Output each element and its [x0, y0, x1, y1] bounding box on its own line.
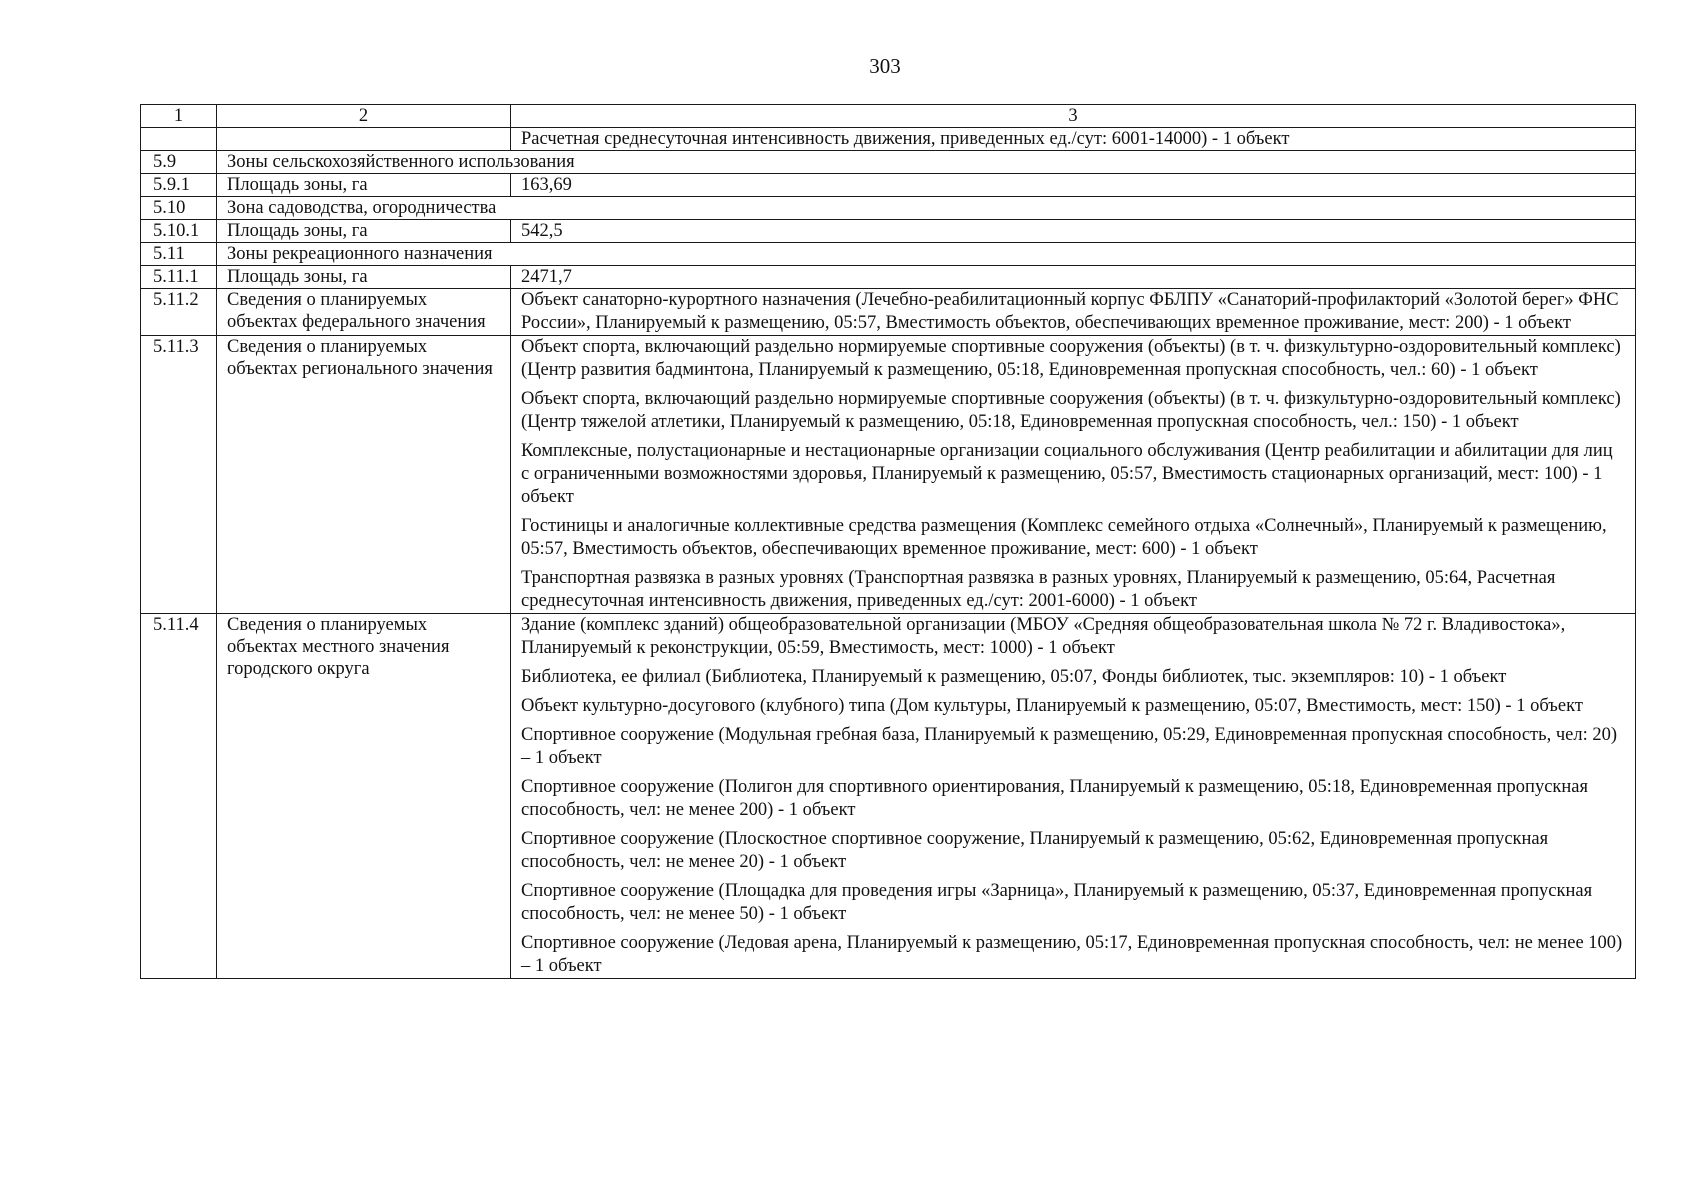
row-number: 5.11.3	[141, 336, 217, 614]
row-heading: Зоны сельскохозяйственного использования	[217, 151, 1636, 174]
object-entry: Транспортная развязка в разных уровнях (Транспортная развязка в разных уровнях, Планируемый к размещению, 05:64, Расчетная среднесуточная интенсивность движения, приведенных ед./сут: 2001-6000) - 1 объект	[521, 568, 1556, 611]
object-entry: Объект спорта, включающий раздельно нормируемые спортивные сооружения (объекты) (в т. ч. физкультурно-оздоровительный комплекс) (Центр тяжелой атлетики, Планируемый к размещению, 05:18, Единовременная пропускная способность, чел.: 150) - 1 объект	[521, 389, 1621, 432]
row-heading: Зоны рекреационного назначения	[217, 243, 1636, 266]
object-entry: Спортивное сооружение (Ледовая арена, Планируемый к размещению, 05:17, Единовременная пропускная способность, чел: не менее 100) – 1 объект	[521, 933, 1623, 976]
section-row-local	[141, 614, 1636, 979]
table-row	[141, 220, 1636, 243]
row-label: Площадь зоны, га	[217, 174, 511, 197]
header-col-3: 3	[511, 105, 1636, 128]
section-row-federal	[141, 289, 1636, 336]
object-entry: Спортивное сооружение (Плоскостное спортивное сооружение, Планируемый к размещению, 05:62, Единовременная пропускная способность, чел: не менее 20) - 1 объект	[521, 829, 1549, 872]
object-entry: Библиотека, ее филиал (Библиотека, Планируемый к размещению, 05:07, Фонды библиотек, тыс. экземпляров: 10) - 1 объект	[521, 667, 1507, 687]
continuation-text: Расчетная среднесуточная интенсивность движения, приведенных ед./сут: 6001-14000) - 1 объект	[511, 128, 1636, 151]
object-entry: Здание (комплекс зданий) общеобразовательной организации (МБОУ «Средняя общеобразовательная школа № 72 г. Владивостока», Планируемый к реконструкции, 05:59, Вместимость, мест: 1000) - 1 объект	[521, 615, 1566, 658]
table-row	[141, 197, 1636, 220]
row-heading: Зона садоводства, огородничества	[217, 197, 1636, 220]
object-entry: Спортивное сооружение (Площадка для проведения игры «Зарница», Планируемый к размещению, 05:37, Единовременная пропускная способность, чел: не менее 50) - 1 объект	[521, 881, 1593, 924]
row-value: 163,69	[511, 174, 1636, 197]
row-number: 5.11.4	[141, 614, 217, 979]
header-col-1: 1	[141, 105, 217, 128]
table-row	[141, 266, 1636, 289]
object-entry: Объект санаторно-курортного назначения (Лечебно-реабилитационный корпус ФБЛПУ «Санаторий-профилакторий «Золотой берег» ФНС России», Планируемый к размещению, 05:57, Вместимость объектов, обеспечивающих временное проживание, мест: 200) - 1 объект	[521, 290, 1619, 333]
planning-table	[140, 104, 1636, 979]
table-row	[141, 243, 1636, 266]
table-row	[141, 151, 1636, 174]
section-items	[511, 614, 1636, 979]
row-label: Площадь зоны, га	[217, 220, 511, 243]
continuation-row	[141, 128, 1636, 151]
object-entry: Гостиницы и аналогичные коллективные средства размещения (Комплекс семейного отдыха «Солнечный», Планируемый к размещению, 05:57, Вместимость объектов, обеспечивающих временное проживание, мест: 600) - 1 объект	[521, 516, 1607, 559]
row-number: 5.11.1	[141, 266, 217, 289]
row-label: Сведения о планируемых объектах регионального значения	[217, 336, 511, 614]
row-value: 2471,7	[511, 266, 1636, 289]
table-header-row	[141, 105, 1636, 128]
row-value: 542,5	[511, 220, 1636, 243]
row-number: 5.9.1	[141, 174, 217, 197]
row-number: 5.10.1	[141, 220, 217, 243]
object-entry: Объект культурно-досугового (клубного) типа (Дом культуры, Планируемый к размещению, 05:07, Вместимость, мест: 150) - 1 объект	[521, 696, 1583, 716]
row-label: Сведения о планируемых объектах местного значения городского округа	[217, 614, 511, 979]
section-items	[511, 336, 1636, 614]
page-number: 303	[869, 54, 901, 78]
row-number: 5.11.2	[141, 289, 217, 336]
object-entry: Комплексные, полустационарные и нестационарные организации социального обслуживания (Центр реабилитации и абилитации для лиц с ограниченными возможностями здоровья, Планируемый к размещению, 05:57, Вместимость стационарных организаций, мест: 100) - 1 объект	[521, 441, 1613, 507]
header-col-2: 2	[217, 105, 511, 128]
table-row	[141, 174, 1636, 197]
row-number: 5.9	[141, 151, 217, 174]
row-number: 5.10	[141, 197, 217, 220]
section-items	[511, 289, 1636, 336]
row-number: 5.11	[141, 243, 217, 266]
row-label: Площадь зоны, га	[217, 266, 511, 289]
object-entry: Спортивное сооружение (Полигон для спортивного ориентирования, Планируемый к размещению, 05:18, Единовременная пропускная способность, чел: не менее 200) - 1 объект	[521, 777, 1589, 820]
section-row-regional	[141, 336, 1636, 614]
row-label: Сведения о планируемых объектах федерального значения	[217, 289, 511, 336]
object-entry: Спортивное сооружение (Модульная гребная база, Планируемый к размещению, 05:29, Единовременная пропускная способность, чел: 20) – 1 объект	[521, 725, 1617, 768]
object-entry: Объект спорта, включающий раздельно нормируемые спортивные сооружения (объекты) (в т. ч. физкультурно-оздоровительный комплекс) (Центр развития бадминтона, Планируемый к размещению, 05:18, Единовременная пропускная способность, чел.: 60) - 1 объект	[521, 337, 1621, 380]
